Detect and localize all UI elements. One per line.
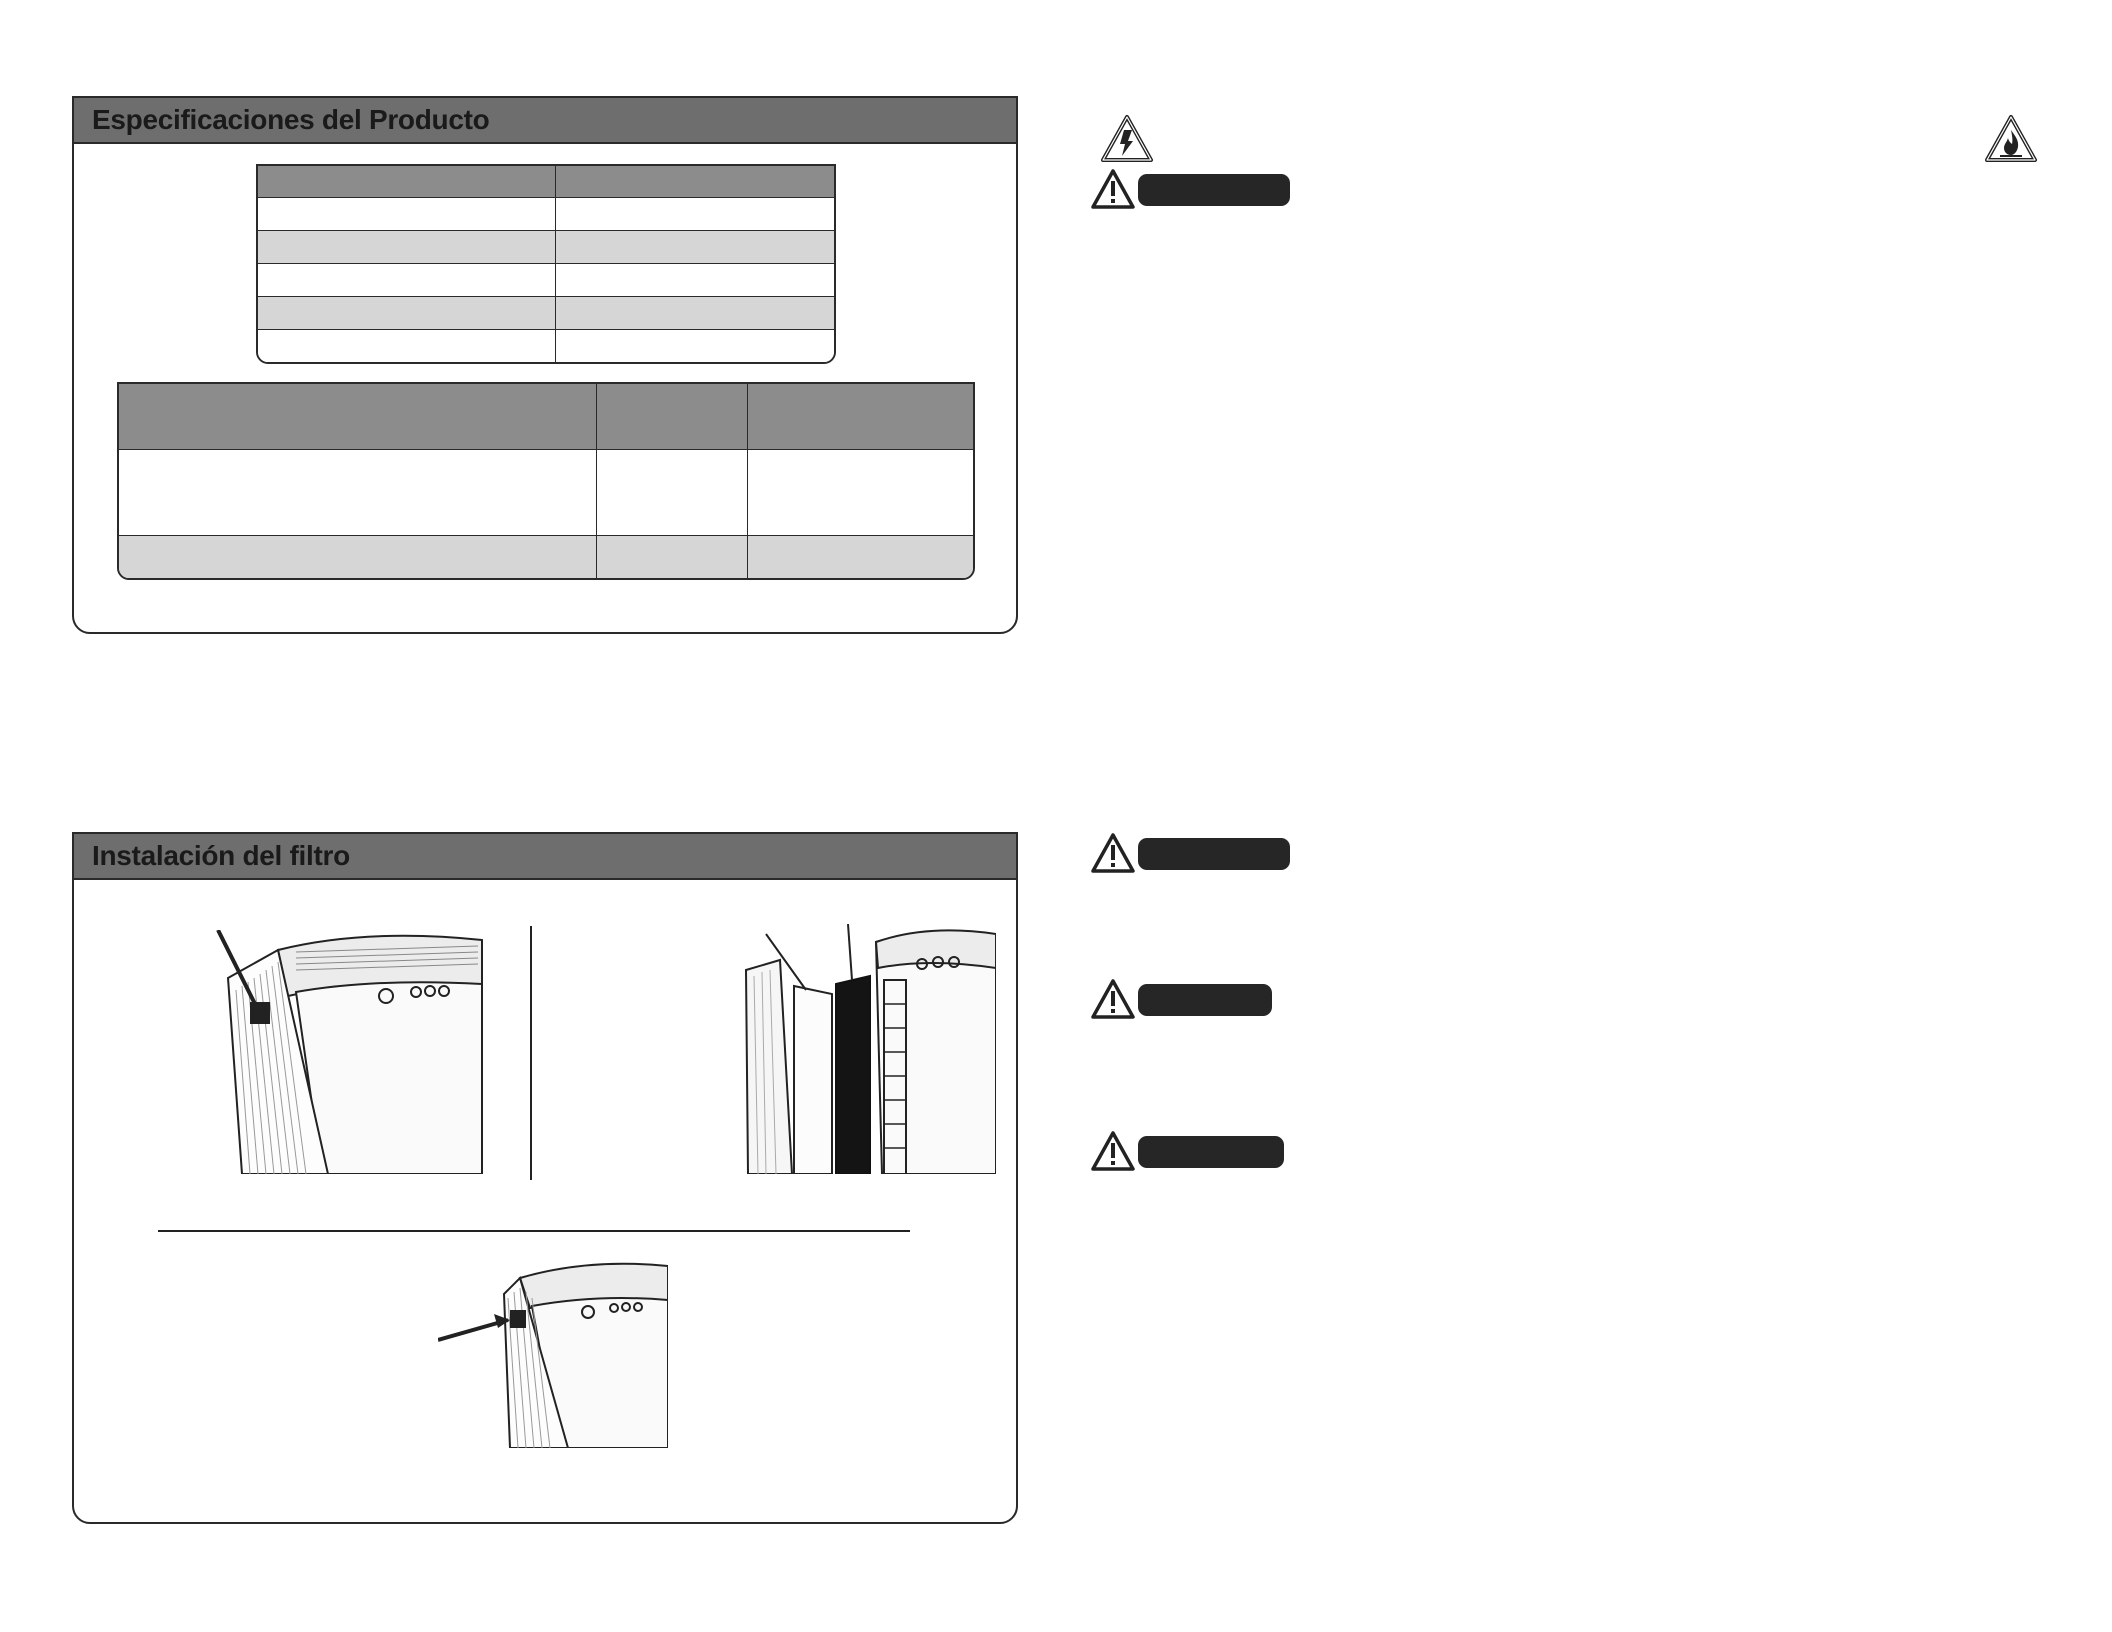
table-cell	[556, 264, 834, 297]
electric-shock-warning-icon	[1100, 114, 1154, 164]
table-cell	[258, 166, 556, 198]
table-row	[258, 264, 834, 297]
warning-label-2	[1138, 838, 1290, 870]
filter-panel-title: Instalación del filtro	[74, 834, 1016, 880]
table-cell	[119, 450, 597, 536]
spec-table-basic	[256, 164, 836, 364]
table-cell	[119, 384, 597, 450]
table-cell	[119, 536, 597, 578]
caution-triangle-icon	[1090, 832, 1136, 874]
warning-label-1	[1138, 174, 1290, 206]
table-row	[258, 330, 834, 362]
warning-label-4	[1138, 1136, 1284, 1168]
filter-step-3-illustration	[438, 1258, 668, 1448]
table-cell	[556, 231, 834, 264]
table-cell	[748, 384, 973, 450]
table-row	[258, 231, 834, 264]
table-cell	[556, 198, 834, 231]
table-cell	[556, 166, 834, 198]
filter-step-2-illustration	[666, 924, 996, 1174]
step-divider-vertical	[530, 926, 532, 1180]
table-cell	[258, 297, 556, 330]
warning-label-3	[1138, 984, 1272, 1016]
spec-panel	[72, 96, 1018, 634]
table-row	[119, 384, 973, 450]
table-cell	[258, 264, 556, 297]
table-cell	[597, 536, 748, 578]
table-cell	[556, 297, 834, 330]
caution-triangle-icon	[1090, 978, 1136, 1020]
table-cell	[258, 198, 556, 231]
caution-triangle-icon	[1090, 1130, 1136, 1172]
spec-panel-title: Especificaciones del Producto	[74, 98, 1016, 144]
table-row	[258, 198, 834, 231]
filter-step-1-illustration	[216, 930, 486, 1174]
table-cell	[748, 536, 973, 578]
step-divider-horizontal	[158, 1230, 910, 1232]
table-row	[119, 536, 973, 578]
table-cell	[258, 330, 556, 362]
caution-triangle-icon	[1090, 168, 1136, 210]
spec-table-performance	[117, 382, 975, 580]
table-cell	[748, 450, 973, 536]
filter-panel	[72, 832, 1018, 1524]
table-cell	[258, 231, 556, 264]
table-row	[119, 450, 973, 536]
fire-hazard-warning-icon	[1984, 114, 2038, 164]
table-cell	[597, 384, 748, 450]
table-cell	[597, 450, 748, 536]
table-row	[258, 166, 834, 198]
table-cell	[556, 330, 834, 362]
table-row	[258, 297, 834, 330]
